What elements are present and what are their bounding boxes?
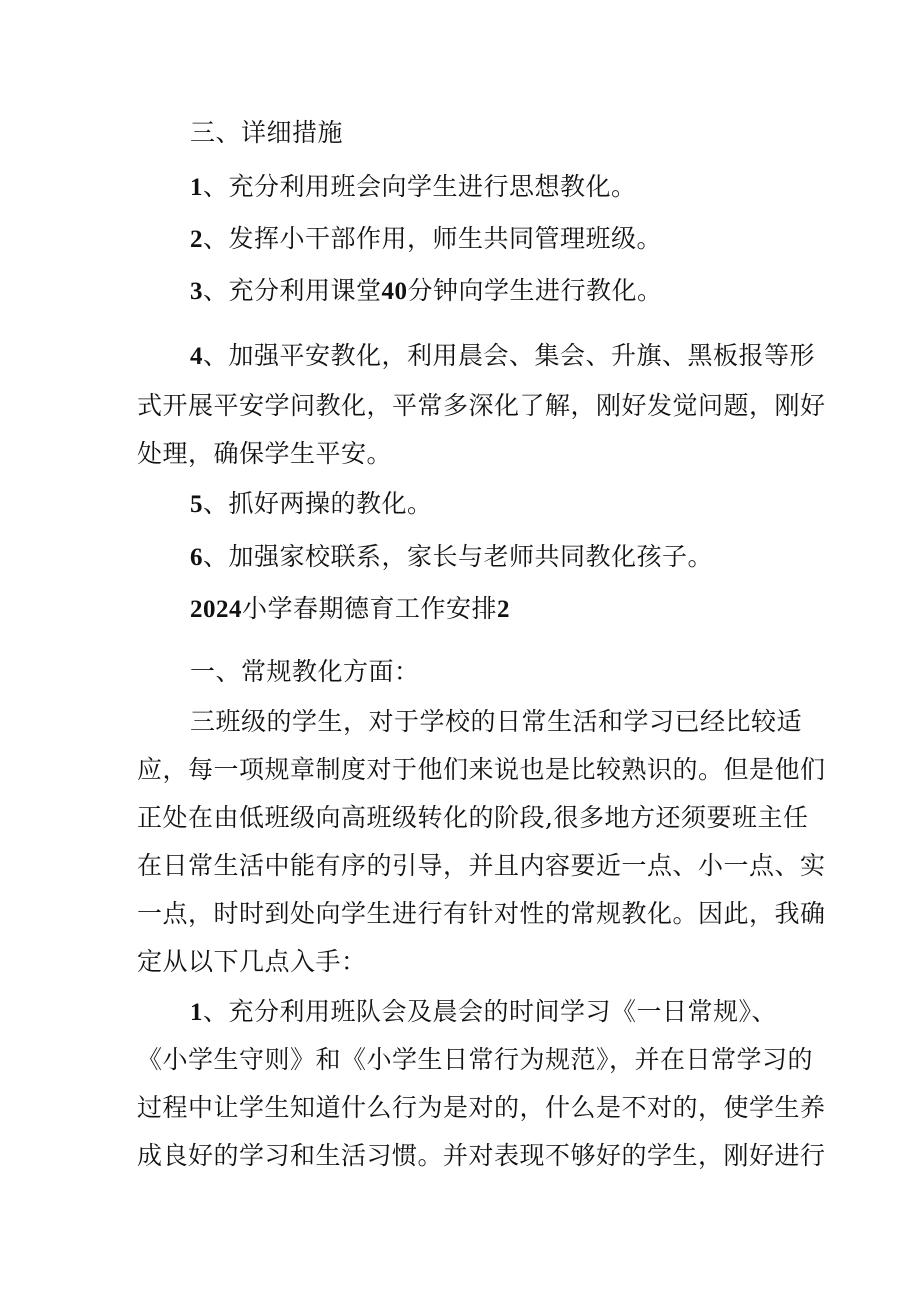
item-text: 、发挥小干部作用，师生共同管理班级。 (203, 224, 663, 253)
item-number: 5 (190, 491, 203, 518)
item-continuation: 过程中让学生知道什么行为是对的，什么是不对的，使学生养 (137, 1093, 826, 1122)
section-heading: 一、常规教化方面： (190, 657, 420, 686)
list-item (190, 487, 433, 522)
item-continuation: 式开展平安学问教化，平常多深化了解，刚好发觉问题，刚好 (137, 391, 826, 420)
list-item (190, 222, 662, 257)
document-subtitle: 2024小学春期德育工作安排2 (190, 594, 511, 623)
paragraph-line: 三班级的学生，对于学校的日常生活和学习已经比较适 (190, 707, 803, 736)
item-text: 、抓好两操的教化。 (203, 489, 433, 518)
paragraph-line: 正处在由低班级向高班级转化的阶段,很多地方还须要班主任 (137, 803, 809, 832)
item-text: 分钟向学生进行教化。 (407, 276, 663, 305)
item-continuation: 处理，确保学生平安。 (137, 439, 393, 468)
item-number: 1 (190, 174, 203, 201)
item-continuation: 成良好的学习和生活习惯。并对表现不够好的学生，刚好进行 (137, 1141, 826, 1170)
item-continuation: 《小学生守则》和《小学生日常行为规范》，并在日常学习的 (137, 1045, 814, 1074)
item-inline-number: 40 (381, 278, 408, 305)
list-item (190, 339, 815, 374)
list-item (190, 274, 663, 309)
item-number: 2 (190, 226, 203, 253)
item-number: 1 (190, 999, 203, 1026)
paragraph-line: 一点，时时到处向学生进行有针对性的常规教化。因此，我确 (137, 899, 826, 928)
list-item (190, 540, 713, 575)
item-text: 、充分利用班会向学生进行思想教化。 (203, 172, 637, 201)
item-text: 、加强平安教化，利用晨会、集会、升旗、黑板报等形 (203, 341, 816, 370)
item-text: 、充分利用课堂 (203, 276, 382, 305)
section-heading: 三、详细措施 (190, 118, 344, 147)
item-number: 4 (190, 343, 203, 370)
item-text: 、加强家校联系，家长与老师共同教化孩子。 (203, 542, 714, 571)
list-item (190, 170, 637, 205)
item-text: 、充分利用班队会及晨会的时间学习《一日常规》、 (203, 997, 778, 1026)
item-number: 6 (190, 544, 203, 571)
list-item (190, 995, 777, 1030)
paragraph-line: 应，每一项规章制度对于他们来说也是比较熟识的。但是他们 (137, 755, 826, 784)
item-number: 3 (190, 278, 203, 305)
paragraph-line: 在日常生活中能有序的引导，并且内容要近一点、小一点、实 (137, 851, 826, 880)
paragraph-line: 定从以下几点入手： (137, 947, 367, 976)
